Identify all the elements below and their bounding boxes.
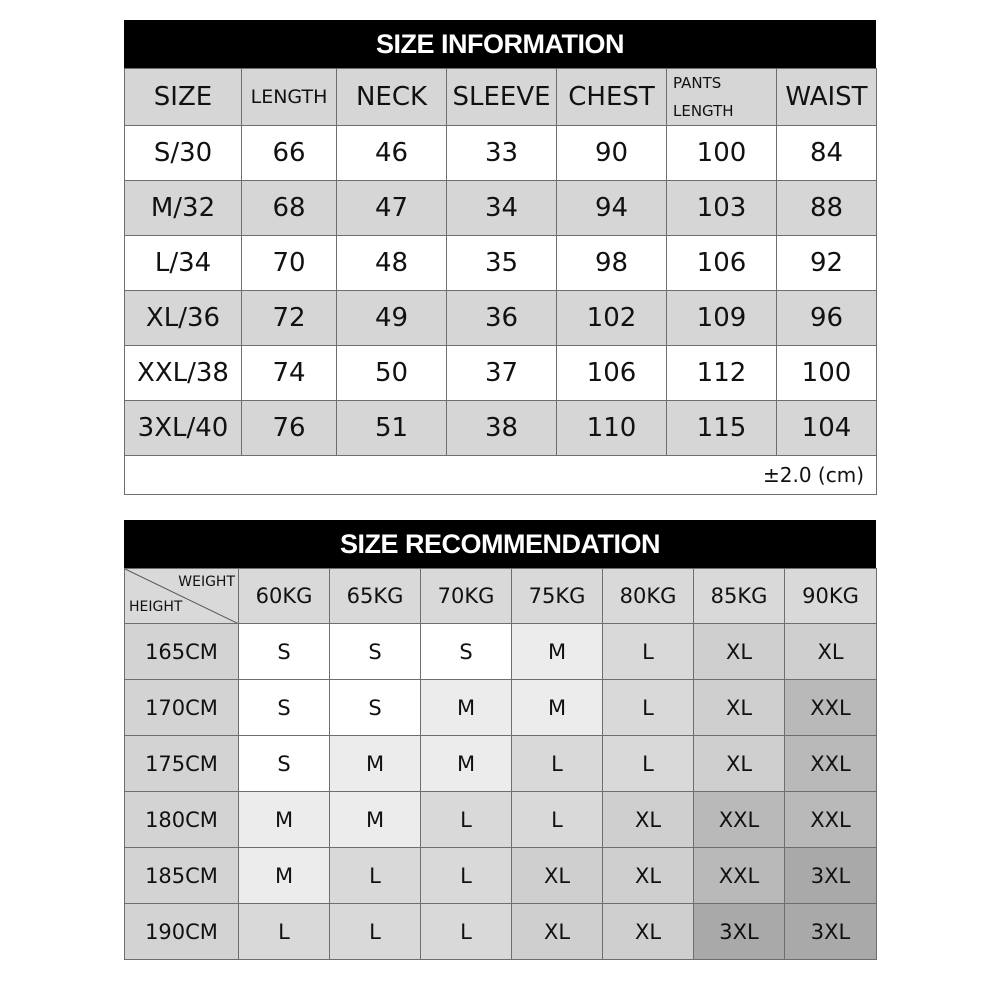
size-recommendation-table	[124, 568, 877, 960]
header-waist: WAIST	[777, 69, 877, 126]
cell-pants-length: 109	[667, 291, 777, 346]
weight-header: 65KG	[330, 569, 421, 624]
size-information-section	[124, 20, 876, 495]
recommended-size-cell: M	[330, 736, 421, 792]
cell-sleeve: 33	[447, 126, 557, 181]
weight-header: 70KG	[421, 569, 512, 624]
recommended-size-cell: XL	[694, 680, 785, 736]
recommended-size-cell: M	[239, 792, 330, 848]
recommended-size-cell: L	[239, 904, 330, 960]
recommended-size-cell: S	[239, 680, 330, 736]
cell-neck: 46	[337, 126, 447, 181]
size-row	[125, 291, 877, 346]
cell-chest: 90	[557, 126, 667, 181]
recommended-size-cell: S	[239, 736, 330, 792]
cell-size: XXL/38	[125, 346, 242, 401]
header-chest: CHEST	[557, 69, 667, 126]
header-length-line: LENGTH	[673, 102, 734, 120]
recommended-size-cell: S	[421, 624, 512, 680]
weight-header: 80KG	[603, 569, 694, 624]
recommended-size-cell: S	[239, 624, 330, 680]
recommended-size-cell: XXL	[785, 736, 877, 792]
cell-length: 66	[242, 126, 337, 181]
recommended-size-cell: XL	[694, 624, 785, 680]
recommended-size-cell: M	[512, 624, 603, 680]
size-row	[125, 126, 877, 181]
cell-waist: 96	[777, 291, 877, 346]
size-row	[125, 181, 877, 236]
weight-header-row	[125, 569, 877, 624]
header-length: LENGTH	[242, 69, 337, 126]
recommended-size-cell: XL	[512, 904, 603, 960]
weight-label: WEIGHT	[178, 574, 235, 590]
tolerance-row	[125, 456, 877, 495]
weight-height-corner	[125, 569, 239, 624]
weight-header: 85KG	[694, 569, 785, 624]
recommended-size-cell: XXL	[694, 848, 785, 904]
header-size: SIZE	[125, 69, 242, 126]
height-cell: 180CM	[125, 792, 239, 848]
header-pants-line: PANTS	[673, 74, 722, 92]
size-recommendation-title: SIZE RECOMMENDATION	[124, 520, 876, 568]
height-cell: 175CM	[125, 736, 239, 792]
cell-pants-length: 100	[667, 126, 777, 181]
header-sleeve: SLEEVE	[447, 69, 557, 126]
height-cell: 185CM	[125, 848, 239, 904]
cell-pants-length: 115	[667, 401, 777, 456]
cell-chest: 102	[557, 291, 667, 346]
size-information-table	[124, 68, 877, 495]
recommended-size-cell: S	[330, 680, 421, 736]
cell-chest: 106	[557, 346, 667, 401]
recommendation-row	[125, 624, 877, 680]
size-recommendation-section	[124, 520, 876, 960]
height-label: HEIGHT	[129, 599, 183, 615]
recommended-size-cell: M	[239, 848, 330, 904]
recommended-size-cell: XL	[512, 848, 603, 904]
cell-pants-length: 103	[667, 181, 777, 236]
recommended-size-cell: L	[421, 848, 512, 904]
recommended-size-cell: L	[421, 792, 512, 848]
cell-sleeve: 38	[447, 401, 557, 456]
cell-neck: 49	[337, 291, 447, 346]
weight-header: 75KG	[512, 569, 603, 624]
cell-size: XL/36	[125, 291, 242, 346]
cell-neck: 51	[337, 401, 447, 456]
recommended-size-cell: 3XL	[694, 904, 785, 960]
cell-sleeve: 34	[447, 181, 557, 236]
weight-header: 60KG	[239, 569, 330, 624]
weight-header: 90KG	[785, 569, 877, 624]
cell-waist: 100	[777, 346, 877, 401]
recommended-size-cell: XXL	[785, 680, 877, 736]
cell-size: S/30	[125, 126, 242, 181]
cell-waist: 84	[777, 126, 877, 181]
cell-size: 3XL/40	[125, 401, 242, 456]
recommended-size-cell: L	[512, 736, 603, 792]
recommended-size-cell: XL	[785, 624, 877, 680]
recommended-size-cell: L	[421, 904, 512, 960]
cell-length: 72	[242, 291, 337, 346]
recommended-size-cell: L	[330, 848, 421, 904]
cell-sleeve: 35	[447, 236, 557, 291]
header-row	[125, 69, 877, 126]
recommended-size-cell: XXL	[694, 792, 785, 848]
recommended-size-cell: M	[421, 736, 512, 792]
recommended-size-cell: 3XL	[785, 904, 877, 960]
recommended-size-cell: XL	[603, 904, 694, 960]
cell-chest: 110	[557, 401, 667, 456]
cell-length: 76	[242, 401, 337, 456]
size-row	[125, 401, 877, 456]
cell-pants-length: 106	[667, 236, 777, 291]
cell-size: M/32	[125, 181, 242, 236]
recommended-size-cell: L	[330, 904, 421, 960]
recommended-size-cell: XXL	[785, 792, 877, 848]
cell-size: L/34	[125, 236, 242, 291]
cell-length: 70	[242, 236, 337, 291]
recommended-size-cell: L	[603, 624, 694, 680]
recommended-size-cell: 3XL	[785, 848, 877, 904]
header-pants-length	[667, 69, 777, 126]
recommended-size-cell: M	[421, 680, 512, 736]
cell-chest: 94	[557, 181, 667, 236]
size-row	[125, 346, 877, 401]
cell-neck: 48	[337, 236, 447, 291]
recommended-size-cell: M	[330, 792, 421, 848]
cell-chest: 98	[557, 236, 667, 291]
recommendation-row	[125, 792, 877, 848]
cell-length: 68	[242, 181, 337, 236]
cell-waist: 104	[777, 401, 877, 456]
recommendation-row	[125, 680, 877, 736]
recommendation-row	[125, 736, 877, 792]
cell-sleeve: 36	[447, 291, 557, 346]
recommended-size-cell: M	[512, 680, 603, 736]
cell-neck: 47	[337, 181, 447, 236]
recommendation-row	[125, 848, 877, 904]
tolerance-note: ±2.0 (cm)	[125, 456, 877, 495]
recommendation-row	[125, 904, 877, 960]
recommended-size-cell: XL	[694, 736, 785, 792]
recommended-size-cell: L	[512, 792, 603, 848]
recommended-size-cell: XL	[603, 792, 694, 848]
cell-sleeve: 37	[447, 346, 557, 401]
recommended-size-cell: L	[603, 680, 694, 736]
height-cell: 190CM	[125, 904, 239, 960]
recommended-size-cell: S	[330, 624, 421, 680]
cell-pants-length: 112	[667, 346, 777, 401]
height-cell: 170CM	[125, 680, 239, 736]
header-neck: NECK	[337, 69, 447, 126]
size-information-title: SIZE INFORMATION	[124, 20, 876, 68]
size-row	[125, 236, 877, 291]
cell-waist: 88	[777, 181, 877, 236]
recommended-size-cell: L	[603, 736, 694, 792]
cell-length: 74	[242, 346, 337, 401]
cell-neck: 50	[337, 346, 447, 401]
recommended-size-cell: XL	[603, 848, 694, 904]
cell-waist: 92	[777, 236, 877, 291]
height-cell: 165CM	[125, 624, 239, 680]
